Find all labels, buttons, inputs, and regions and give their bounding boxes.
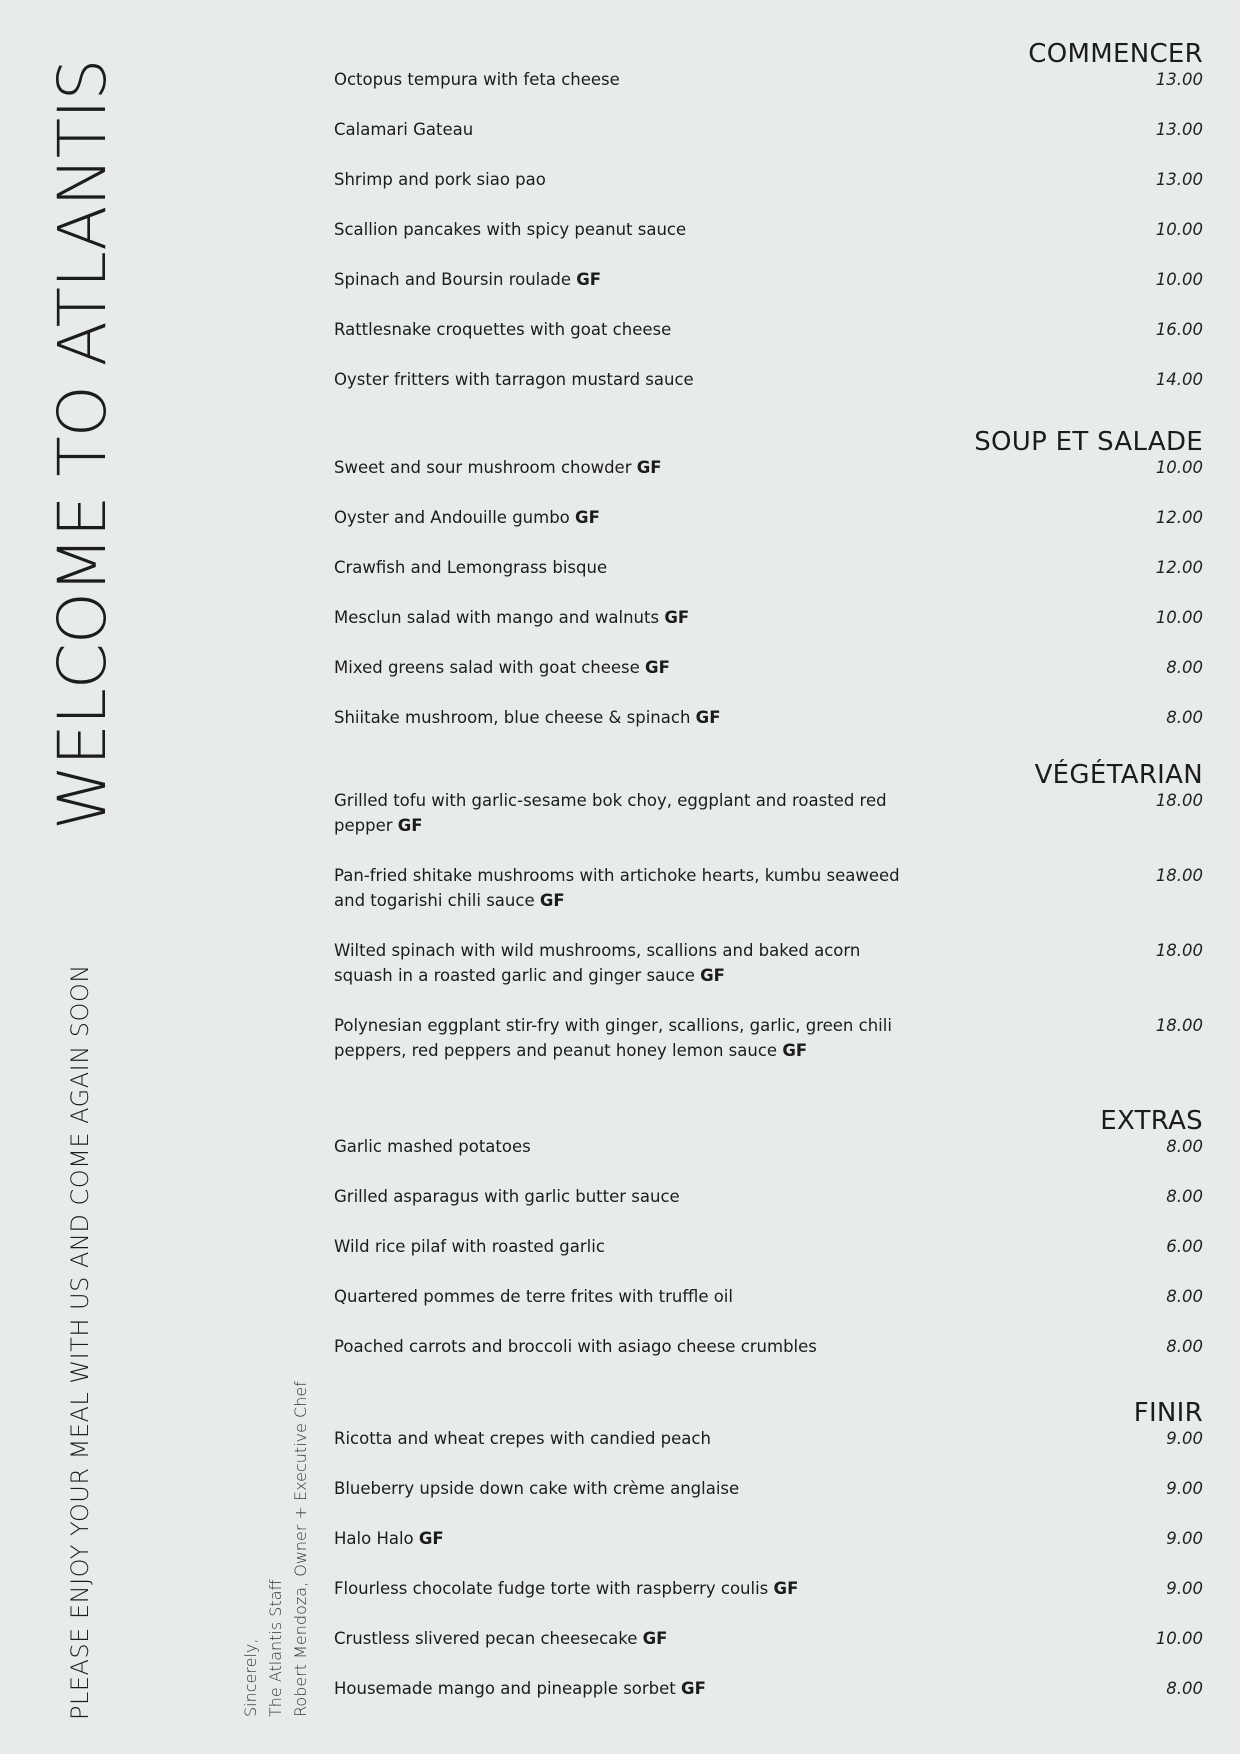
item-name [334,938,904,988]
item-price: 12.00 [1155,558,1203,577]
item-name-text: Oyster fritters with tarragon mustard sauce [334,370,694,389]
menu-section [334,1105,1203,1384]
item-price: 9.00 [1166,1429,1203,1448]
item-price: 8.00 [1166,1137,1203,1156]
item-name-text: Pan-fried shitake mushrooms with artichoke hearts, kumbu seaweed and togarishi chili sauce [334,866,900,910]
gluten-free-badge: GF [576,270,602,289]
item-price: 8.00 [1166,708,1203,727]
item-price: 8.00 [1166,1679,1203,1698]
gluten-free-badge: GF [636,458,662,477]
item-name [334,317,904,342]
item-price: 9.00 [1166,1479,1203,1498]
menu-item [334,788,1203,838]
signature-line-staff: The Atlantis Staff [266,1579,285,1717]
item-price: 10.00 [1155,220,1203,239]
item-name [334,1676,904,1701]
item-name-text: Scallion pancakes with spicy peanut sauce [334,220,687,239]
item-name-text: Garlic mashed potatoes [334,1137,531,1156]
item-name [334,1626,904,1651]
menu-item [334,1013,1203,1063]
item-name-text: Sweet and sour mushroom chowder [334,458,632,477]
gluten-free-badge: GF [397,816,423,835]
gluten-free-badge: GF [575,508,600,527]
gluten-free-badge: GF [664,608,690,627]
menu-item [334,1334,1203,1359]
section-title: VÉGÉTARIAN [1034,760,1203,790]
section-title: SOUP ET SALADE [974,427,1203,457]
signature [238,1381,313,1717]
item-name [334,1134,904,1159]
item-price: 12.00 [1155,508,1203,527]
menu-item [334,455,1203,480]
welcome-title: WELCOME TO ATLANTIS [44,59,121,830]
item-name [334,1426,904,1451]
item-name-text: Crustless slivered pecan cheesecake [334,1629,638,1648]
menu-item [334,1234,1203,1259]
item-name [334,1576,904,1601]
item-name-text: Shiitake mushroom, blue cheese & spinach [334,708,691,727]
menu-section [334,426,1203,755]
item-price: 18.00 [1155,866,1203,885]
menu-item [334,605,1203,630]
gluten-free-badge: GF [681,1679,706,1698]
menu-item [334,863,1203,913]
item-price: 9.00 [1166,1529,1203,1548]
menu-item [334,117,1203,142]
item-name [334,605,904,630]
item-price: 14.00 [1155,370,1203,389]
item-name-text: Grilled asparagus with garlic butter sauce [334,1187,680,1206]
item-name [334,1184,904,1209]
section-title: COMMENCER [1028,39,1203,69]
item-price: 10.00 [1155,270,1203,289]
item-name-text: Shrimp and pork siao pao [334,170,546,189]
item-name-text: Calamari Gateau [334,120,474,139]
gluten-free-badge: GF [645,658,670,677]
item-price: 16.00 [1155,320,1203,339]
item-name-text: Flourless chocolate fudge torte with raspberry coulis [334,1579,769,1598]
item-name [334,655,904,680]
menu-item [334,1184,1203,1209]
item-price: 18.00 [1155,941,1203,960]
item-price: 9.00 [1166,1579,1203,1598]
item-name [334,555,904,580]
item-name-text: Quartered pommes de terre frites with truffle oil [334,1287,733,1306]
menu-section [334,38,1203,417]
item-name [334,1476,904,1501]
menu-item [334,1134,1203,1159]
item-name-text: Crawfish and Lemongrass bisque [334,558,608,577]
menu-item [334,655,1203,680]
item-price: 8.00 [1166,1287,1203,1306]
gluten-free-badge: GF [782,1041,808,1060]
item-price: 10.00 [1155,1629,1203,1648]
item-price: 18.00 [1155,791,1203,810]
item-name-text: Oyster and Andouille gumbo [334,508,570,527]
item-name [334,1013,904,1063]
item-name-text: Rattlesnake croquettes with goat cheese [334,320,672,339]
menu-item [334,555,1203,580]
menu-item [334,1626,1203,1651]
item-name-text: Poached carrots and broccoli with asiago cheese crumbles [334,1337,817,1356]
item-price: 6.00 [1166,1237,1203,1256]
item-price: 13.00 [1155,120,1203,139]
menu-item [334,1284,1203,1309]
menu-item [334,1576,1203,1601]
signature-line-sincerely: Sincerely, [241,1638,260,1717]
gluten-free-badge: GF [773,1579,799,1598]
section-title: FINIR [1133,1398,1203,1428]
menu-item [334,1676,1203,1701]
signature-line-owner: Robert Mendoza, Owner + Executive Chef [291,1381,310,1717]
item-name-text: Wilted spinach with wild mushrooms, scallions and baked acorn squash in a roasted garlic and ginger sauce [334,941,861,985]
item-price: 18.00 [1155,1016,1203,1035]
item-name-text: Mixed greens salad with goat cheese [334,658,640,677]
item-name [334,167,904,192]
item-price: 13.00 [1155,170,1203,189]
item-name-text: Ricotta and wheat crepes with candied peach [334,1429,711,1448]
menu-section [334,759,1203,1088]
item-name [334,217,904,242]
menu-item [334,267,1203,292]
menu-item [334,367,1203,392]
item-name-text: Grilled tofu with garlic-sesame bok choy, eggplant and roasted red pepper [334,791,887,835]
closing-message: PLEASE ENJOY YOUR MEAL WITH US AND COME AGAIN SOON [66,964,94,1720]
item-name-text: Halo Halo [334,1529,414,1548]
menu-item [334,705,1203,730]
menu-item [334,167,1203,192]
gluten-free-badge: GF [539,891,565,910]
item-name [334,1284,904,1309]
menu-item [334,317,1203,342]
item-price: 8.00 [1166,1187,1203,1206]
item-name-text: Wild rice pilaf with roasted garlic [334,1237,605,1256]
item-name [334,117,904,142]
item-price: 13.00 [1155,70,1203,89]
gluten-free-badge: GF [642,1629,668,1648]
item-name-text: Mesclun salad with mango and walnuts [334,608,660,627]
item-name [334,1526,904,1551]
gluten-free-badge: GF [418,1529,444,1548]
item-name [334,1234,904,1259]
item-name [334,1334,904,1359]
menu-item [334,67,1203,92]
item-name [334,367,904,392]
item-name [334,705,904,730]
menu-item [334,1526,1203,1551]
item-name [334,788,904,838]
item-name [334,505,904,530]
item-price: 8.00 [1166,1337,1203,1356]
item-name-text: Octopus tempura with feta cheese [334,70,620,89]
menu-item [334,938,1203,988]
gluten-free-badge: GF [700,966,725,985]
item-price: 8.00 [1166,658,1203,677]
menu-item [334,505,1203,530]
item-name [334,67,904,92]
menu-item [334,1476,1203,1501]
gluten-free-badge: GF [695,708,721,727]
item-name-text: Spinach and Boursin roulade [334,270,571,289]
section-title: EXTRAS [1100,1106,1203,1136]
item-name-text: Blueberry upside down cake with crème anglaise [334,1479,740,1498]
menu-item [334,1426,1203,1451]
menu-section [334,1397,1203,1726]
item-price: 10.00 [1155,458,1203,477]
item-name [334,863,904,913]
item-name [334,267,904,292]
item-name [334,455,904,480]
menu-item [334,217,1203,242]
item-name-text: Polynesian eggplant stir-fry with ginger, scallions, garlic, green chili peppers, red peppers and peanut honey lemon sauce [334,1016,892,1060]
item-name-text: Housemade mango and pineapple sorbet [334,1679,676,1698]
item-price: 10.00 [1155,608,1203,627]
